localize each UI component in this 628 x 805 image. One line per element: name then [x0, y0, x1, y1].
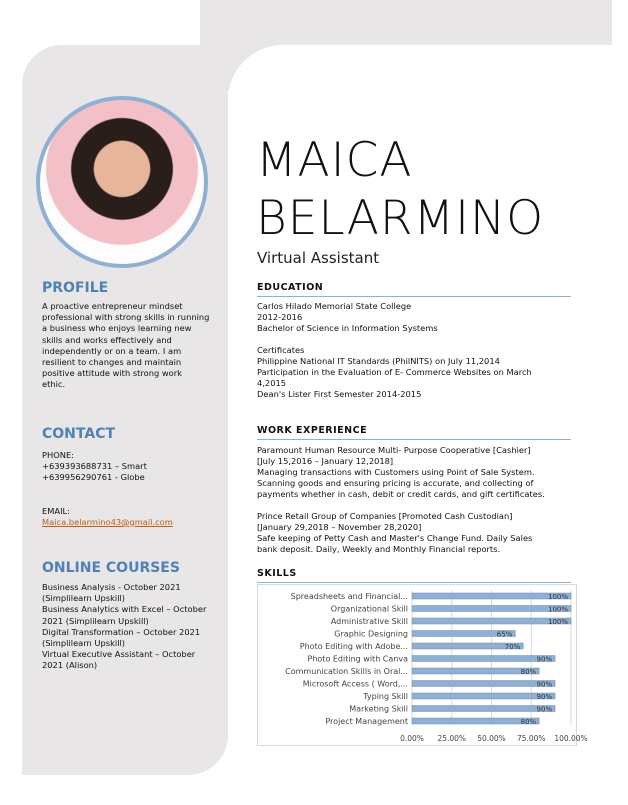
last-name: BELARMINO	[256, 191, 545, 246]
category-label: Microsoft Access ( Word,...	[302, 679, 408, 689]
category-label: Photo Editing with Adobe...	[299, 642, 408, 651]
work-text	[257, 445, 577, 555]
skills-chart	[257, 584, 588, 746]
text-line: Dean's Lister First Semester 2014-2015	[257, 389, 422, 399]
category-label: Spreadsheets and Financial...	[290, 592, 408, 601]
text-line: [January 29,2018 – November 28,2020]	[257, 522, 422, 532]
education-heading: EDUCATION	[257, 282, 571, 297]
text-line	[257, 500, 577, 511]
category-label: Marketing Skill	[349, 704, 408, 714]
data-label: 65%	[496, 630, 513, 639]
text-line: positive attitude with strong work	[42, 368, 182, 379]
category-label: Communication Skills in Oral...	[285, 667, 408, 676]
text-line: bank deposit. Daily, Weekly and Monthly Financial reports.	[257, 544, 501, 554]
data-label: 70%	[504, 643, 521, 651]
skill-bar	[412, 693, 555, 699]
data-label: 100%	[547, 605, 568, 614]
data-label: 90%	[536, 705, 553, 714]
text-line: Prince Retail Group of Companies [Promoted Cash Custodian]	[257, 511, 513, 521]
text-line: Scanning goods and ensuring pricing is accurate, and collecting of	[257, 478, 534, 488]
text-line: 2021 (Alison)	[42, 660, 98, 671]
text-line: payments whether in cash, debit or credit cards, and gift certificates.	[257, 489, 545, 499]
skill-bar	[412, 706, 555, 712]
text-line: Participation in the Evaluation of E- Commerce Websites on March	[257, 367, 532, 377]
x-tick-label: 50.00%	[477, 734, 506, 743]
courses-list	[42, 582, 222, 672]
profile-text	[42, 301, 222, 391]
phone-label: PHONE:	[42, 450, 75, 460]
data-label: 100%	[547, 618, 568, 626]
category-label: Administrative Skill	[330, 617, 408, 626]
email-label: EMAIL:	[42, 505, 70, 516]
skill-bar	[412, 656, 555, 662]
x-tick-label: 100.00%	[554, 734, 588, 743]
text-line: [July 15,2016 – January 12,2018]	[257, 456, 394, 466]
phone-smart: +639393688731 – Smart	[42, 461, 147, 472]
text-line: (Simplilearn Upskill)	[42, 593, 126, 604]
text-line: A proactive entrepreneur mindset	[42, 301, 183, 311]
text-line: Safe keeping of Petty Cash and Master's Change Fund. Daily Sales	[257, 533, 533, 543]
category-label: Project Management	[325, 717, 408, 726]
first-name: MAICA	[256, 133, 413, 188]
text-line: Carlos Hilado Memorial State College	[257, 301, 412, 311]
text-line: Business Analysis - October 2021	[42, 582, 181, 592]
text-line: Managing transactions with Customers using Point of Sale System.	[257, 467, 535, 477]
text-line	[257, 334, 577, 345]
data-label: 100%	[547, 593, 568, 601]
data-label: 80%	[520, 718, 537, 726]
data-label: 90%	[536, 693, 553, 701]
category-label: Typing Skill	[363, 692, 408, 701]
contact-info	[42, 450, 222, 528]
text-line: 2021 (Simplilearn Upskill)	[42, 615, 149, 626]
profile-heading: PROFILE	[42, 280, 109, 296]
candidate-name	[256, 132, 544, 248]
skills-heading: SKILLS	[257, 568, 571, 583]
text-line: independently or on a team. I am	[42, 345, 182, 356]
category-label: Graphic Designing	[334, 629, 408, 639]
category-label: Photo Editing with Canva	[307, 654, 408, 664]
text-line: resilient to changes and maintain	[42, 357, 182, 368]
text-line: professional with strong skills in running	[42, 312, 210, 323]
text-line: Certificates	[257, 345, 305, 355]
courses-heading: ONLINE COURSES	[42, 560, 180, 576]
profile-photo	[36, 96, 208, 268]
contact-heading: CONTACT	[42, 426, 116, 442]
text-line: Philippine National IT Standards (PhilNITS) on July 11,2014	[257, 356, 500, 366]
data-label: 90%	[536, 680, 553, 689]
data-label: 90%	[536, 655, 553, 664]
x-tick-label: 0.00%	[400, 734, 424, 743]
text-line: ethic.	[42, 379, 66, 390]
work-heading: WORK EXPERIENCE	[257, 425, 571, 440]
data-label: 80%	[520, 668, 537, 676]
phone-globe: +639956290761 - Globe	[42, 472, 145, 483]
x-tick-label: 75.00%	[516, 734, 546, 743]
job-title: Virtual Assistant	[257, 249, 380, 267]
text-line: (Simplilearn Upskill)	[42, 638, 126, 649]
text-line: 4,2015	[257, 378, 287, 388]
text-line: Paramount Human Resource Multi- Purpose Cooperative [Cashier]	[257, 445, 531, 455]
text-line: a business who enjoys learning new	[42, 323, 192, 334]
email-link[interactable]: Maica.belarmino43@gmail.com	[42, 516, 173, 527]
text-line: Digital Transformation – October 2021	[42, 626, 201, 637]
text-line: 2012-2016	[257, 312, 303, 322]
education-text	[257, 301, 577, 400]
text-line: Virtual Executive Assistant – October	[42, 649, 196, 660]
text-line: Business Analytics with Excel – October	[42, 604, 207, 615]
category-label: Organizational Skill	[330, 604, 408, 614]
text-line: skills and works effectively and	[42, 334, 172, 345]
x-tick-label: 25.00%	[437, 734, 467, 743]
text-line: Bachelor of Science in Information Systems	[257, 323, 438, 333]
skill-bar	[412, 681, 555, 687]
